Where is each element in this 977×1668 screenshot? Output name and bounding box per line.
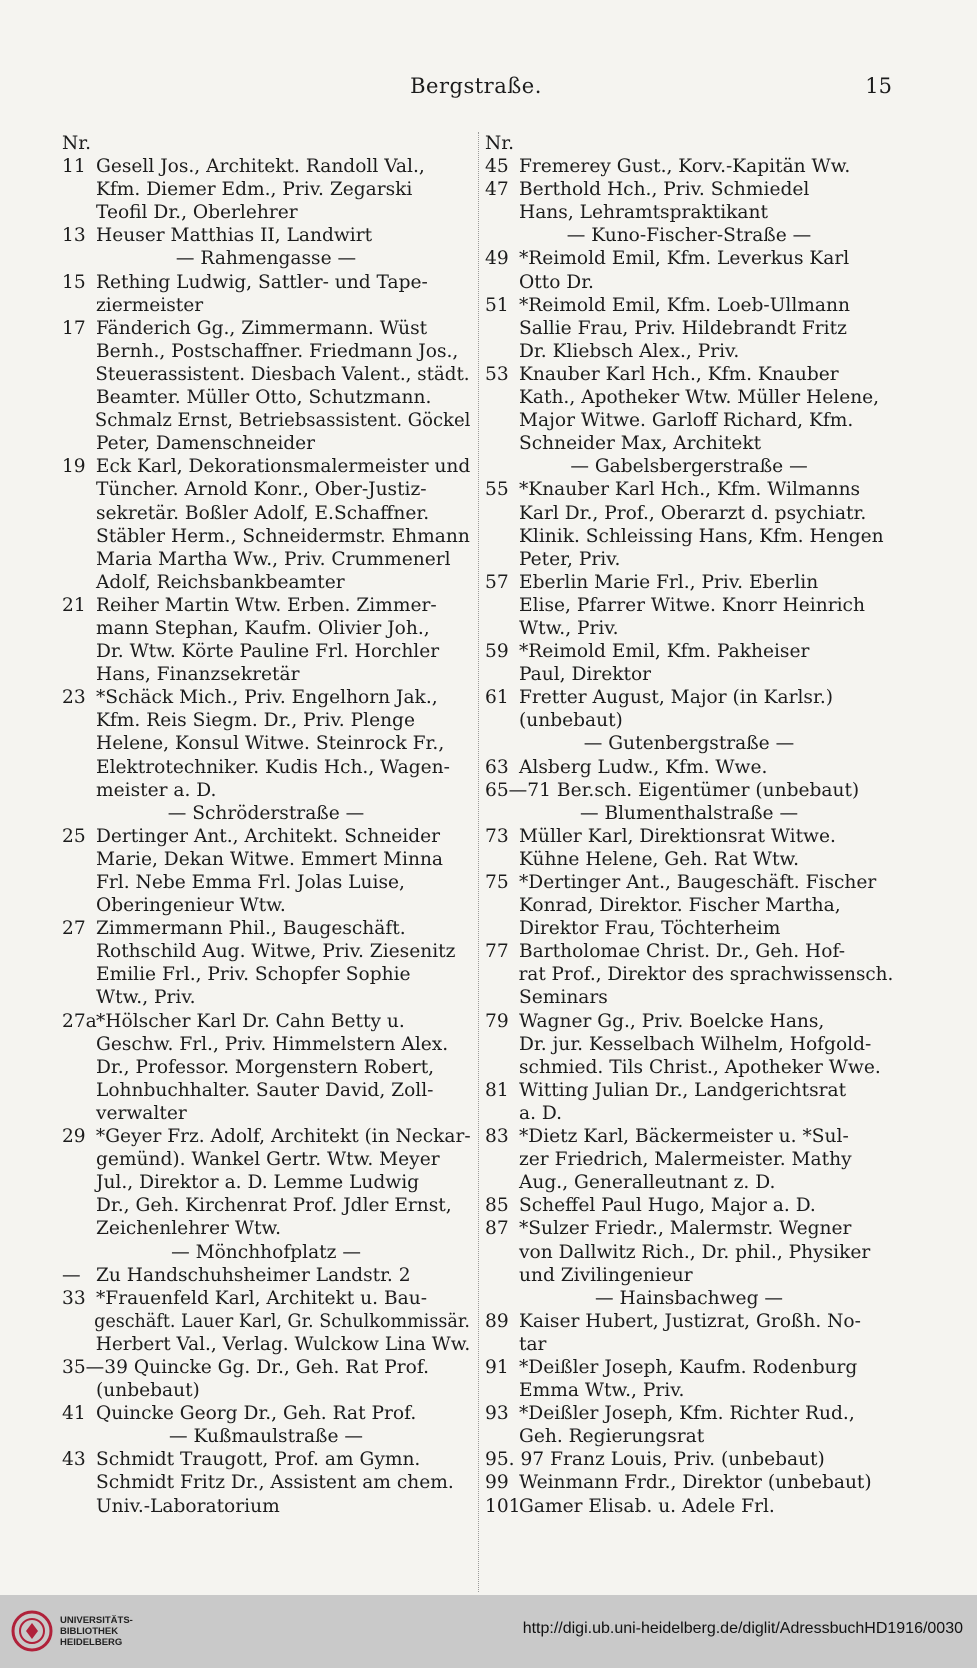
left-column — [62, 132, 470, 1518]
entry-line — [485, 155, 893, 178]
street-heading: — Mönchhofplatz — — [171, 1241, 361, 1263]
house-number: 13 — [62, 225, 86, 247]
entry-line — [62, 756, 470, 779]
house-number: 91 — [485, 1356, 509, 1378]
entry-line — [485, 271, 893, 294]
entry-text: verwalter — [96, 1102, 187, 1124]
entry-line — [62, 340, 470, 363]
entry-text: *Dertinger Ant., Baugeschäft. Fischer — [519, 872, 877, 893]
entry-text: Gesell Jos., Architekt. Randoll Val., — [96, 156, 425, 178]
street-heading: — Gabelsbergerstraße — — [570, 456, 808, 478]
entry-line — [62, 1333, 471, 1356]
entry-line — [485, 548, 893, 571]
entry-text: Schneider Max, Architekt — [519, 433, 762, 455]
entry-line — [62, 155, 470, 178]
logo-line-3: HEIDELBERG — [60, 1637, 123, 1648]
entry-text: sekretär. Boßler Adolf, E.Schaffner. — [96, 502, 430, 524]
entry-text: schmied. Tils Christ., Apotheker Wwe. — [519, 1056, 881, 1078]
entry-text: Reiher Martin Wtw. Erben. Zimmer- — [96, 594, 437, 616]
house-number: 79 — [485, 1010, 509, 1032]
entry-text: Schmalz Ernst, Betriebsassistent. Göckel — [94, 410, 471, 432]
entry-line — [485, 132, 893, 155]
entry-text: *Frauenfeld Karl, Architekt u. Bau- — [96, 1287, 427, 1309]
entry-text: Seminars — [519, 987, 608, 1009]
entry-line — [485, 178, 893, 201]
entry-line — [62, 571, 470, 594]
entry-text: Hans, Finanzsekretär — [96, 664, 300, 686]
entry-text: meister a. D. — [96, 779, 217, 801]
entry-line — [62, 317, 470, 340]
entry-line — [62, 848, 470, 871]
entry-text: Elise, Pfarrer Witwe. Knorr Heinrich — [519, 594, 865, 616]
entry-text: Knauber Karl Hch., Kfm. Knauber — [519, 363, 839, 385]
entry-text: tar — [519, 1333, 547, 1355]
entry-text: Steuerassistent. Diesbach Valent., städt. — [95, 363, 470, 385]
entry-line — [485, 1194, 893, 1217]
entry-line — [485, 386, 893, 409]
house-number: 43 — [62, 1449, 86, 1471]
library-logo-text — [60, 1615, 133, 1648]
entry-text: Tüncher. Arnold Konr., Ober-Justiz- — [96, 479, 427, 501]
entry-line — [62, 1010, 470, 1033]
university-seal-icon — [10, 1609, 54, 1653]
entry-line — [485, 871, 893, 894]
entry-text: Wagner Gg., Priv. Boelcke Hans, — [519, 1010, 825, 1032]
entry-line — [62, 1056, 470, 1079]
house-number: 81 — [485, 1079, 509, 1101]
entry-line — [485, 1171, 893, 1194]
entry-text: Dr., Professor. Morgenstern Robert, — [96, 1056, 435, 1078]
entry-line — [62, 1264, 470, 1287]
house-number: 49 — [485, 248, 509, 270]
entry-line — [62, 1217, 470, 1240]
house-number: Nr. — [62, 133, 92, 154]
entry-line — [62, 940, 470, 963]
entry-line — [62, 1102, 470, 1125]
entry-text: Dr. jur. Kesselbach Wilhelm, Hofgold- — [519, 1033, 872, 1055]
entry-text: Fremerey Gust., Korv.-Kapitän Ww. — [519, 156, 851, 178]
street-heading: — Blumenthalstraße — — [579, 802, 799, 824]
entry-line — [485, 640, 893, 663]
entry-text: rat Prof., Direktor des sprachwissensch. — [518, 964, 894, 986]
entry-text: *Dietz Karl, Bäckermeister u. *Sul- — [519, 1126, 849, 1148]
entry-text: Scheffel Paul Hugo, Major a. D. — [519, 1195, 816, 1217]
entry-text: Maria Martha Ww., Priv. Crummenerl — [96, 548, 451, 570]
entry-line — [62, 525, 470, 548]
entry-line — [62, 709, 470, 732]
entry-line — [485, 1379, 893, 1402]
entry-line — [485, 1241, 893, 1264]
house-number: 73 — [485, 825, 509, 847]
entry-line — [485, 1217, 893, 1240]
house-number: 101 — [485, 1495, 521, 1517]
entry-line — [62, 201, 470, 224]
entry-text: Oberingenieur Wtw. — [96, 895, 286, 917]
entry-text: ziermeister — [96, 294, 204, 316]
entry-line — [485, 779, 893, 802]
entry-text: Quincke Gg. Dr., Geh. Rat Prof. — [133, 1356, 429, 1378]
entry-line — [62, 1033, 470, 1056]
entry-text: Wtw., Priv. — [519, 617, 619, 639]
house-number: 99 — [485, 1472, 509, 1494]
entry-line — [485, 940, 893, 963]
entry-text: Müller Karl, Direktionsrat Witwe. — [519, 825, 836, 847]
entry-line — [485, 1033, 893, 1056]
entry-line — [62, 1310, 470, 1333]
entry-text: Zu Handschuhsheimer Landstr. 2 — [96, 1264, 411, 1286]
entry-text: Herbert Val., Verlag. Wulckow Lina Ww. — [95, 1333, 471, 1355]
entry-text: Kühne Helene, Geh. Rat Wtw. — [519, 848, 800, 870]
entry-text: Beamter. Müller Otto, Schutzmann. — [96, 387, 432, 409]
street-heading: — Schröderstraße — — [167, 802, 365, 824]
entry-line — [485, 1471, 893, 1494]
entry-line — [485, 894, 893, 917]
house-number: 93 — [485, 1403, 509, 1425]
entry-line — [62, 1402, 470, 1425]
entry-line — [485, 617, 893, 640]
entry-line — [485, 363, 893, 386]
page-title: Bergstraße. — [410, 74, 542, 98]
entry-line — [485, 571, 893, 594]
entry-text: zer Friedrich, Malermeister. Mathy — [519, 1149, 852, 1171]
entry-text: Kaiser Hubert, Justizrat, Großh. No- — [519, 1310, 861, 1332]
entry-line — [62, 1125, 469, 1148]
entry-line — [485, 201, 893, 224]
entry-line — [485, 317, 893, 340]
entry-line — [62, 871, 470, 894]
entry-text: Kfm. Reis Siegm. Dr., Priv. Plenge — [96, 710, 415, 732]
entry-line — [62, 1148, 470, 1171]
house-number: 85 — [485, 1195, 509, 1217]
entry-line — [485, 1402, 893, 1425]
house-number: 19 — [62, 456, 86, 478]
entry-text: Dr. Wtw. Körte Pauline Frl. Horchler — [96, 641, 440, 663]
source-url-link[interactable]: http://digi.ub.uni-heidelberg.de/diglit/AdressbuchHD1916/0030 — [522, 1620, 963, 1637]
entry-text: *Reimold Emil, Kfm. Loeb-Ullmann — [519, 294, 850, 316]
entry-text: Schmidt Traugott, Prof. am Gymn. — [96, 1449, 421, 1471]
entry-text: Zimmermann Phil., Baugeschäft. — [96, 918, 406, 940]
house-number: 55 — [485, 479, 509, 501]
entry-line — [62, 386, 470, 409]
entry-text: (unbebaut) — [519, 710, 623, 732]
entry-line — [485, 409, 893, 432]
street-heading: — Kußmaulstraße — — [169, 1426, 363, 1448]
house-number: 45 — [485, 156, 509, 178]
entry-line — [62, 617, 470, 640]
entry-line — [62, 178, 470, 201]
street-heading: — Kuno-Fischer-Straße — — [566, 225, 812, 247]
footer-bar — [0, 1595, 977, 1668]
page-number: 15 — [865, 74, 892, 98]
street-heading: — Rahmengasse — — [175, 248, 357, 270]
entry-line — [485, 756, 893, 779]
entry-text: Bernh., Postschaffner. Friedmann Jos., — [96, 340, 459, 362]
entry-line — [62, 640, 470, 663]
entry-line — [485, 1425, 893, 1448]
entry-text: Schmidt Fritz Dr., Assistent am chem. — [96, 1472, 454, 1494]
entry-line — [485, 825, 893, 848]
house-number: 57 — [485, 571, 509, 593]
entry-text: *Deißler Joseph, Kfm. Richter Rud., — [519, 1403, 855, 1425]
entry-text: Rething Ludwig, Sattler- und Tape- — [96, 271, 428, 293]
entry-line — [485, 594, 893, 617]
logo-line-2: BIBLIOTHEK — [60, 1626, 119, 1637]
entry-text: Hans, Lehramtspraktikant — [519, 202, 768, 224]
entry-line — [62, 363, 470, 386]
entry-line — [62, 132, 470, 155]
entry-text: Emilie Frl., Priv. Schopfer Sophie — [96, 964, 411, 986]
entry-line — [62, 1448, 470, 1471]
entry-line — [62, 1079, 470, 1102]
house-number: 33 — [62, 1287, 86, 1309]
house-number: 61 — [485, 687, 509, 709]
entry-line — [62, 825, 470, 848]
house-number: — — [62, 1264, 81, 1286]
entry-line — [62, 1379, 470, 1402]
page-header — [60, 74, 892, 110]
entry-text: Sallie Frau, Priv. Hildebrandt Fritz — [519, 317, 847, 339]
entry-text: Fänderich Gg., Zimmermann. Wüst — [96, 317, 428, 339]
house-number: 77 — [485, 941, 509, 963]
house-number: 11 — [62, 156, 86, 178]
entry-line — [485, 1495, 893, 1518]
entry-line — [485, 663, 893, 686]
entry-line — [62, 1171, 470, 1194]
entry-text: (unbebaut) — [96, 1380, 200, 1402]
entry-line — [485, 294, 893, 317]
entry-text: Quincke Georg Dr., Geh. Rat Prof. — [96, 1403, 417, 1425]
right-column — [485, 132, 893, 1518]
house-number: 27a — [62, 1010, 97, 1032]
entry-text: Peter, Priv. — [519, 548, 621, 570]
entry-line — [485, 1448, 893, 1471]
entry-text: Zeichenlehrer Wtw. — [96, 1218, 282, 1240]
entry-text: Elektrotechniker. Kudis Hch., Wagen- — [96, 756, 450, 778]
house-number: 65—71 — [485, 779, 551, 801]
entry-line — [62, 986, 470, 1009]
entry-line — [62, 686, 470, 709]
entry-text: Franz Louis, Priv. (unbebaut) — [550, 1449, 825, 1471]
entry-text: Alsberg Ludw., Kfm. Wwe. — [519, 756, 768, 778]
entry-line — [62, 224, 470, 247]
entry-line — [62, 779, 470, 802]
entry-text: Direktor Frau, Töchterheim — [519, 918, 781, 940]
entry-line — [485, 1148, 893, 1171]
entry-line — [62, 1194, 470, 1217]
entry-line — [485, 1125, 893, 1148]
entry-line — [485, 1310, 893, 1333]
house-number: 21 — [62, 594, 86, 616]
entry-line — [485, 502, 893, 525]
entry-line — [62, 963, 470, 986]
entry-text: Univ.-Laboratorium — [96, 1495, 280, 1517]
entry-text: *Schäck Mich., Priv. Engelhorn Jak., — [96, 687, 438, 709]
entry-line — [485, 1079, 893, 1102]
street-heading: — Gutenbergstraße — — [583, 733, 795, 755]
entry-text: Aug., Generalleutnant z. D. — [519, 1172, 776, 1194]
house-number: 27 — [62, 918, 86, 940]
entry-line — [62, 478, 470, 501]
house-number: 63 — [485, 756, 509, 778]
entry-text: Otto Dr. — [519, 271, 594, 293]
entry-text: Witting Julian Dr., Landgerichtsrat — [519, 1079, 847, 1101]
entry-line — [485, 986, 893, 1009]
entry-line — [485, 963, 894, 986]
entry-line — [62, 1356, 470, 1379]
entry-line — [62, 1471, 470, 1494]
entry-line — [62, 271, 470, 294]
entry-text: Geschw. Frl., Priv. Himmelstern Alex. — [96, 1033, 449, 1055]
entry-text: Emma Wtw., Priv. — [519, 1380, 685, 1402]
entry-line — [485, 686, 893, 709]
logo-line-1: UNIVERSITÄTS- — [60, 1615, 133, 1626]
entry-text: Wtw., Priv. — [96, 987, 196, 1009]
entry-line — [62, 663, 470, 686]
entry-text: *Deißler Joseph, Kaufm. Rodenburg — [519, 1356, 858, 1378]
entry-text: Frl. Nebe Emma Frl. Jolas Luise, — [96, 872, 405, 893]
entry-line — [485, 709, 893, 732]
house-number: 23 — [62, 687, 86, 709]
entry-text: Lohnbuchhalter. Sauter David, Zoll- — [96, 1079, 434, 1101]
entry-text: Heuser Matthias II, Landwirt — [96, 225, 373, 247]
entry-text: *Hölscher Karl Dr. Cahn Betty u. — [96, 1010, 405, 1032]
entry-text: Weinmann Frdr., Direktor (unbebaut) — [519, 1472, 872, 1494]
house-number: 35—39 — [62, 1356, 128, 1378]
entry-text: Helene, Konsul Witwe. Steinrock Fr., — [96, 733, 445, 755]
entry-text: Marie, Dekan Witwe. Emmert Minna — [96, 848, 444, 870]
entry-text: Klinik. Schleissing Hans, Kfm. Hengen — [519, 525, 884, 547]
entry-text: mann Stephan, Kaufm. Olivier Joh., — [96, 617, 430, 639]
entry-line — [62, 548, 470, 571]
entry-text: Fretter August, Major (in Karlsr.) — [519, 687, 833, 709]
house-number: 29 — [62, 1126, 86, 1148]
entry-text: Teofil Dr., Oberlehrer — [96, 202, 298, 224]
entry-line — [485, 917, 893, 940]
entry-line — [62, 732, 470, 755]
entry-line — [485, 1264, 893, 1287]
entry-text: Kath., Apotheker Wtw. Müller Helene, — [519, 387, 880, 409]
entry-line — [485, 525, 893, 548]
entry-line — [485, 1010, 893, 1033]
entry-text: Rothschild Aug. Witwe, Priv. Ziesenitz — [96, 941, 456, 963]
entry-text: geschäft. Lauer Karl, Gr. Schulkommissär. — [94, 1310, 470, 1332]
entry-line — [62, 1495, 470, 1518]
house-number: 41 — [62, 1403, 86, 1425]
entry-text: Ber.sch. Eigentümer (unbebaut) — [556, 779, 860, 801]
street-heading: — Hainsbachweg — — [595, 1287, 783, 1309]
entry-text: Kfm. Diemer Edm., Priv. Zegarski — [96, 179, 413, 201]
entry-line — [485, 1102, 893, 1125]
entry-line — [62, 455, 469, 478]
entry-text: *Sulzer Friedr., Malermstr. Wegner — [519, 1218, 852, 1240]
entry-text: Dr., Geh. Kirchenrat Prof. Jdler Ernst, — [96, 1195, 452, 1217]
entry-text: Adolf, Reichsbankbeamter — [96, 571, 345, 593]
entry-line — [62, 594, 470, 617]
entry-text: Karl Dr., Prof., Oberarzt d. psychiatr. — [519, 502, 867, 524]
house-number: 59 — [485, 641, 509, 663]
house-number: 87 — [485, 1218, 509, 1240]
entry-text: Major Witwe. Garloff Richard, Kfm. — [519, 410, 854, 432]
column-divider — [478, 132, 479, 1592]
house-number: 15 — [62, 271, 86, 293]
entry-line — [485, 432, 893, 455]
house-number: 53 — [485, 363, 509, 385]
entry-text: Peter, Damenschneider — [96, 433, 316, 455]
entry-text: Stäbler Herm., Schneidermstr. Ehmann — [96, 525, 470, 547]
entry-text: Berthold Hch., Priv. Schmiedel — [519, 179, 810, 201]
house-number: 47 — [485, 179, 509, 201]
house-number: 17 — [62, 317, 86, 339]
entry-text: a. D. — [519, 1102, 563, 1124]
entry-line — [485, 1333, 893, 1356]
house-number: 25 — [62, 825, 86, 847]
entry-line — [62, 502, 470, 525]
entry-line — [485, 848, 893, 871]
entry-line — [485, 340, 893, 363]
entry-text: Eberlin Marie Frl., Priv. Eberlin — [519, 571, 819, 593]
entry-text: und Zivilingenieur — [519, 1264, 693, 1286]
entry-line — [485, 1056, 893, 1079]
entry-text: Geh. Regierungsrat — [519, 1426, 705, 1448]
entry-text: Dertinger Ant., Architekt. Schneider — [96, 825, 441, 847]
entry-text: *Geyer Frz. Adolf, Architekt (in Neckar- — [95, 1126, 471, 1148]
entry-text: Bartholomae Christ. Dr., Geh. Hof- — [519, 941, 845, 963]
entry-line — [62, 1287, 470, 1310]
entry-text: Eck Karl, Dekorationsmalermeister und — [95, 456, 471, 478]
house-number: 83 — [485, 1126, 509, 1148]
entry-line — [485, 478, 893, 501]
entry-line — [62, 917, 470, 940]
entry-text: Jul., Direktor a. D. Lemme Ludwig — [96, 1172, 420, 1194]
entry-line — [485, 1356, 893, 1379]
entry-line — [62, 294, 470, 317]
house-number: 89 — [485, 1310, 509, 1332]
house-number: 95. 97 — [485, 1449, 545, 1471]
entry-line — [62, 409, 471, 432]
house-number: Nr. — [485, 133, 515, 154]
entry-line — [485, 247, 893, 270]
entry-text: Paul, Direktor — [519, 664, 652, 686]
entry-text: Konrad, Direktor. Fischer Martha, — [519, 895, 841, 917]
entry-line — [62, 894, 470, 917]
house-number: 75 — [485, 872, 509, 893]
entry-text: *Reimold Emil, Kfm. Leverkus Karl — [519, 248, 850, 270]
entry-text: *Knauber Karl Hch., Kfm. Wilmanns — [519, 479, 861, 501]
entry-text: *Reimold Emil, Kfm. Pakheiser — [519, 641, 810, 663]
entry-text: gemünd). Wankel Gertr. Wtw. Meyer — [96, 1149, 440, 1171]
entry-line — [62, 432, 470, 455]
entry-text: Gamer Elisab. u. Adele Frl. — [519, 1495, 775, 1517]
entry-text: Dr. Kliebsch Alex., Priv. — [519, 340, 740, 362]
house-number: 51 — [485, 294, 509, 316]
entry-text: von Dallwitz Rich., Dr. phil., Physiker — [519, 1241, 871, 1263]
